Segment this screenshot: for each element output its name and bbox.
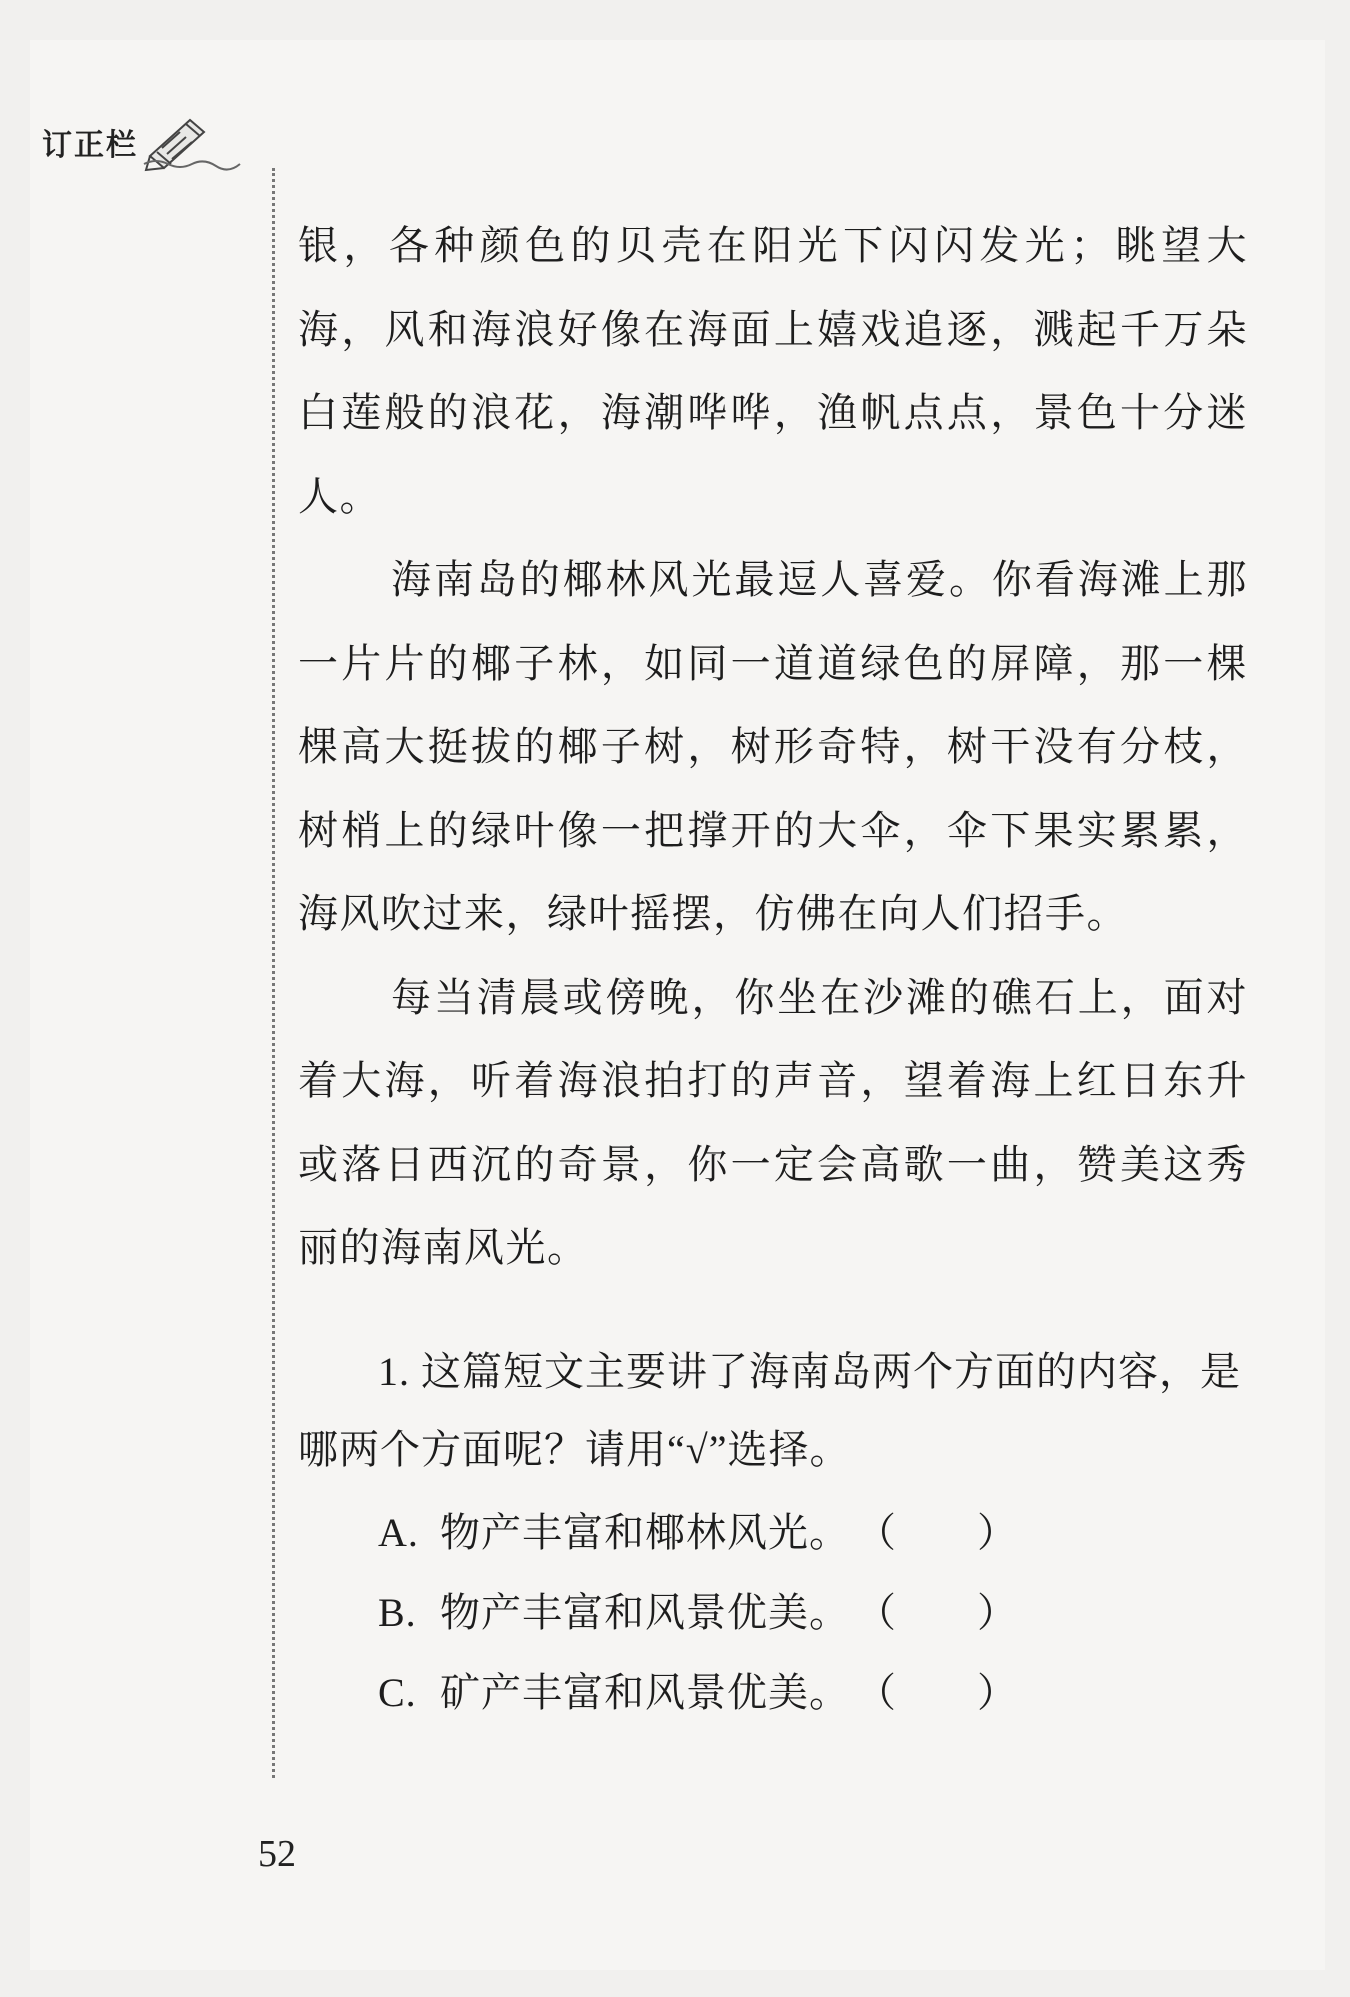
option-letter: C. xyxy=(378,1669,417,1715)
passage-paragraph-2: 海南岛的椰林风光最逗人喜爱。你看海滩上那一片片的椰子林，如同一道道绿色的屏障，那一棵棵高大挺拔的椰子树，树形奇特，树干没有分枝，树梢上的绿叶像一把撑开的大伞，伞下果实累累，海风吹过来，绿叶摇摆，仿佛在向人们招手。 xyxy=(298,557,1248,937)
option-b xyxy=(298,1573,1248,1653)
margin-dotted-line xyxy=(272,168,275,1778)
option-text: 矿产丰富和风景优美。 xyxy=(440,1669,850,1715)
option-a xyxy=(298,1493,1248,1573)
option-c xyxy=(298,1653,1248,1733)
main-content xyxy=(298,205,1248,1733)
correction-label: 订正栏 xyxy=(42,128,138,163)
passage-paragraph-3: 每当清晨或傍晚，你坐在沙滩的礁石上，面对着大海，听着海浪拍打的声音，望着海上红日东升或落日西沉的奇景，你一定会高歌一曲，赞美这秀丽的海南风光。 xyxy=(298,974,1248,1271)
pencil-icon xyxy=(142,112,242,172)
option-text: 物产丰富和椰林风光。 xyxy=(440,1509,850,1555)
question-text: 1. 这篇短文主要讲了海南岛两个方面的内容，是哪两个方面呢？请用“√”选择。 xyxy=(298,1348,1241,1472)
question-1 xyxy=(298,1333,1248,1733)
page-number: 52 xyxy=(258,1833,296,1875)
answer-box[interactable]: （ ） xyxy=(856,1669,1018,1715)
option-letter: A. xyxy=(378,1509,419,1555)
answer-box[interactable]: （ ） xyxy=(856,1509,1018,1555)
question-options xyxy=(298,1493,1248,1733)
correction-column-header xyxy=(42,112,242,172)
answer-box[interactable]: （ ） xyxy=(856,1589,1018,1635)
option-text: 物产丰富和风景优美。 xyxy=(440,1589,850,1635)
passage-paragraph-1: 银，各种颜色的贝壳在阳光下闪闪发光；眺望大海，风和海浪好像在海面上嬉戏追逐，溅起千万朵白莲般的浪花，海潮哗哗，渔帆点点，景色十分迷人。 xyxy=(298,223,1248,520)
option-letter: B. xyxy=(378,1589,417,1635)
